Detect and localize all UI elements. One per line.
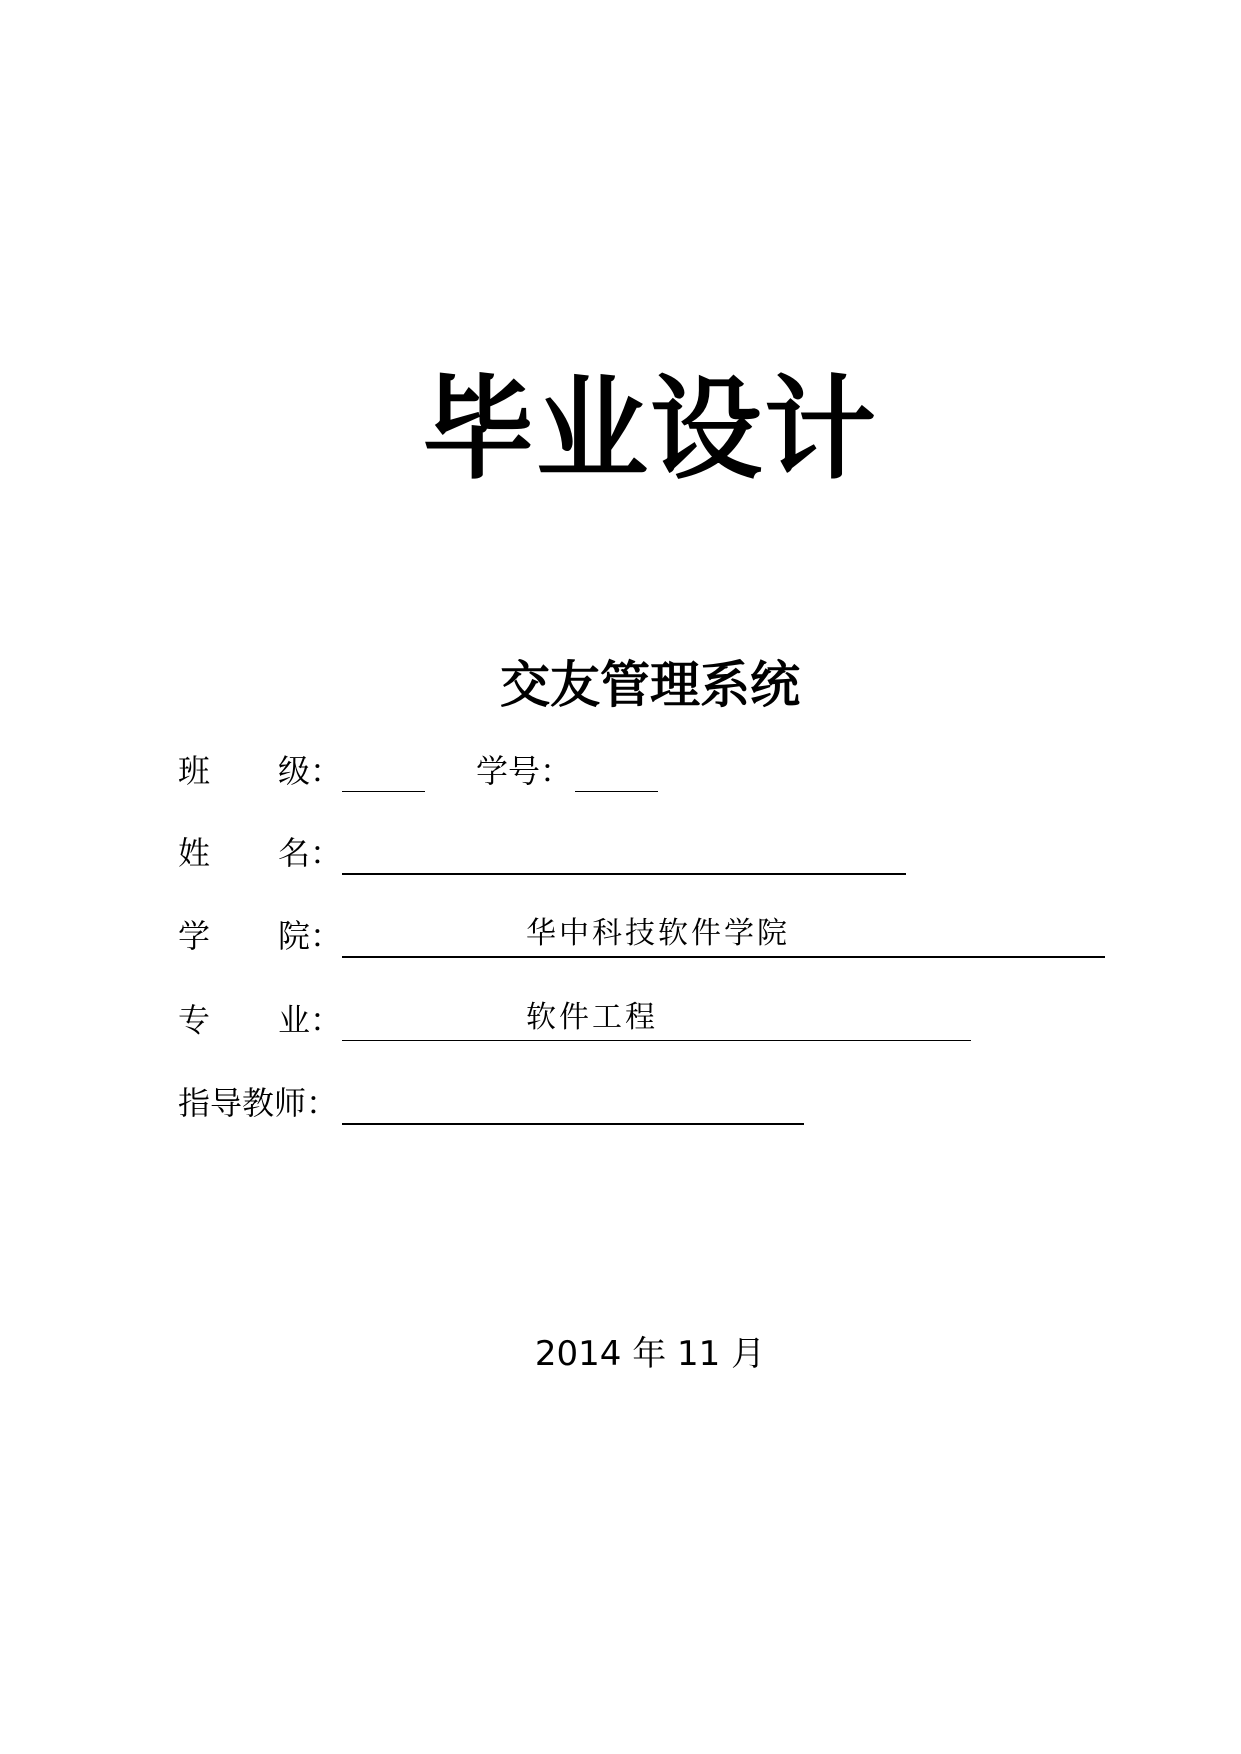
major-field[interactable]: [342, 996, 971, 1041]
advisor-row: [178, 1079, 878, 1127]
name-field[interactable]: [342, 829, 906, 875]
name-row: 姓 名 ：: [178, 829, 978, 877]
college-field[interactable]: [342, 912, 1105, 958]
student-id-label: 学号：: [476, 752, 573, 790]
advisor-field[interactable]: [342, 1079, 804, 1125]
cover-title: 毕业设计: [422, 364, 878, 495]
major-row: 专 业 ： 软件工程: [178, 996, 1028, 1044]
project-title: 交友管理系统: [500, 656, 800, 714]
advisor-label: 指导教师：: [178, 1084, 339, 1122]
class-row: 班 级 ： 学号：: [178, 747, 878, 795]
major-value: 软件工程: [526, 1000, 658, 1035]
college-value: 华中科技软件学院: [526, 916, 790, 951]
class-field[interactable]: [342, 747, 425, 792]
student-id-field[interactable]: [575, 747, 658, 792]
submission-date: 2014 年 11 月: [534, 1334, 766, 1374]
college-row: 学 院 ： 华中科技软件学院: [178, 912, 1128, 960]
